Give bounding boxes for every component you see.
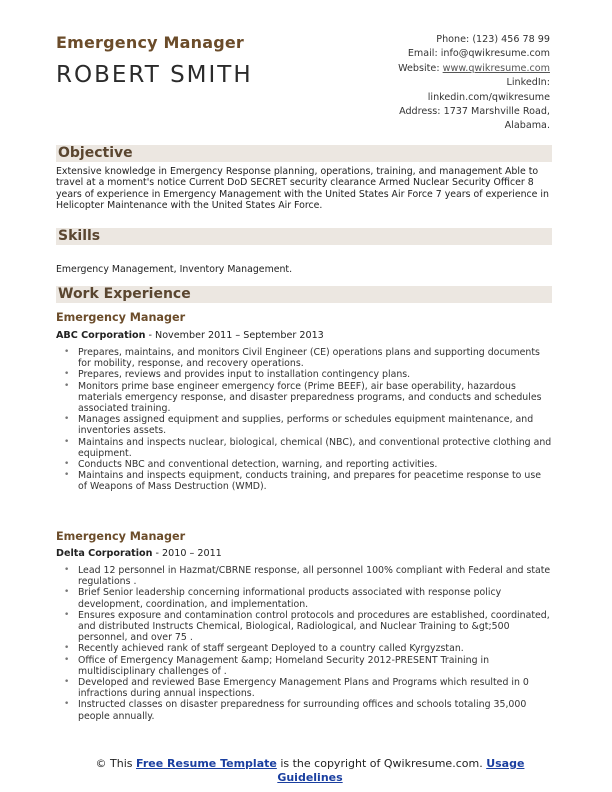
email-value: info@qwikresume.com bbox=[440, 48, 550, 60]
list-item: • Ensures exposure and contamination control protocols and procedures are established, coordinated, and distributed Instructs Chemical, Biological, Radiological, and Nuclear Training to &gt;500 personnel, and over 75 . bbox=[64, 610, 552, 644]
contact-phone bbox=[330, 33, 550, 47]
phone-label: Phone: bbox=[436, 34, 470, 45]
job-1-role: Emergency Manager bbox=[56, 311, 186, 324]
contact-address bbox=[330, 105, 550, 119]
person-name: ROBERT SMITH bbox=[56, 62, 253, 88]
list-item: • Prepares, maintains, and monitors Civil Engineer (CE) operations plans and supporting documents for mobility, response, and recovery operations. bbox=[64, 347, 552, 369]
list-item: • Maintains and inspects nuclear, biological, chemical (NBC), and conventional protective clothing and equipment. bbox=[64, 437, 552, 459]
free-resume-template-link[interactable]: Free Resume Template bbox=[136, 757, 277, 770]
footer-middle: is the copyright of Qwikresume.com. bbox=[276, 757, 487, 770]
linkedin-value: linkedin.com/qwikresume bbox=[427, 91, 550, 103]
address-line1: 1737 Marshville Road, bbox=[443, 106, 550, 118]
objective-text: Extensive knowledge in Emergency Response planning, operations, training, and management Able to travel at a moment's notice Current DoD SECRET security clearance Armed Nuclear Security Officer 8 years of experience in Emergency Management with the United States Air Force 7 years of experience in Helicopter Maintenance with the United States Air Force. bbox=[56, 166, 549, 212]
section-heading-skills: Skills bbox=[56, 228, 552, 245]
linkedin-label: LinkedIn: bbox=[506, 77, 550, 89]
copyright-footer bbox=[80, 757, 540, 784]
job-2-company: Delta Corporation bbox=[56, 548, 153, 559]
address-label: Address: bbox=[399, 106, 441, 118]
contact-email bbox=[330, 47, 550, 61]
contact-linkedin-value-row bbox=[330, 91, 550, 105]
footer-prefix: © This bbox=[95, 757, 137, 770]
contact-website bbox=[330, 62, 550, 76]
job-2-dates: - 2010 – 2011 bbox=[152, 548, 222, 559]
list-item: • Maintains and inspects equipment, conducts training, and prepares for peacetime response to use of Weapons of Mass Destruction (WMD). bbox=[64, 470, 552, 492]
website-label: Website: bbox=[398, 62, 440, 74]
usage-guidelines-link-part1[interactable]: Usage bbox=[486, 757, 525, 770]
phone-value: (123) 456 78 99 bbox=[472, 34, 550, 45]
job-1-dates: - November 2011 – September 2013 bbox=[145, 330, 324, 341]
list-item: • Brief Senior leadership concerning informational products associated with response policy development, coordination, and implementation. bbox=[64, 587, 552, 609]
list-item: • Monitors prime base engineer emergency force (Prime BEEF), air base operability, hazardous materials emergency response, and disaster preparedness programs, and conducts and schedules associated training. bbox=[64, 381, 552, 415]
list-item: • Instructed classes on disaster preparedness for surrounding offices and schools totaling 35,000 people annually. bbox=[64, 699, 552, 721]
contact-block bbox=[330, 33, 550, 134]
list-item: • Recently achieved rank of staff sergeant Deployed to a country called Kyrgyzstan. bbox=[64, 643, 552, 654]
list-item: • Prepares, reviews and provides input to installation contingency plans. bbox=[64, 369, 552, 380]
list-item: • Lead 12 personnel in Hazmat/CBRNE response, all personnel 100% compliant with Federal and state regulations . bbox=[64, 565, 552, 587]
contact-linkedin-label-row bbox=[330, 76, 550, 90]
job-1-company: ABC Corporation bbox=[56, 330, 146, 341]
section-heading-work-experience: Work Experience bbox=[56, 286, 552, 303]
job-2-role: Emergency Manager bbox=[56, 530, 186, 543]
job-1-company-line bbox=[56, 330, 324, 341]
address-line2: Alabama. bbox=[504, 120, 550, 132]
email-label: Email: bbox=[407, 48, 438, 60]
job-1-bullets bbox=[64, 347, 552, 493]
list-item: • Conducts NBC and conventional detection, warning, and reporting activities. bbox=[64, 459, 552, 470]
list-item: • Developed and reviewed Base Emergency Management Plans and Programs which resulted in 0 infractions during annual inspections. bbox=[64, 677, 552, 699]
list-item: • Office of Emergency Management &amp; Homeland Security 2012-PRESENT Training in multidisciplinary challenges of . bbox=[64, 655, 552, 677]
job-2-bullets bbox=[64, 565, 552, 722]
header-job-title: Emergency Manager bbox=[56, 33, 245, 52]
skills-text: Emergency Management, Inventory Management. bbox=[56, 264, 293, 275]
contact-address-line2-row bbox=[330, 119, 550, 133]
website-link[interactable]: www.qwikresume.com bbox=[442, 62, 550, 74]
job-2-company-line bbox=[56, 548, 222, 559]
section-heading-objective: Objective bbox=[56, 145, 552, 162]
usage-guidelines-link-part2[interactable]: Guidelines bbox=[277, 770, 343, 784]
list-item: • Manages assigned equipment and supplies, performs or schedules equipment maintenance, and inventories assets. bbox=[64, 414, 552, 436]
